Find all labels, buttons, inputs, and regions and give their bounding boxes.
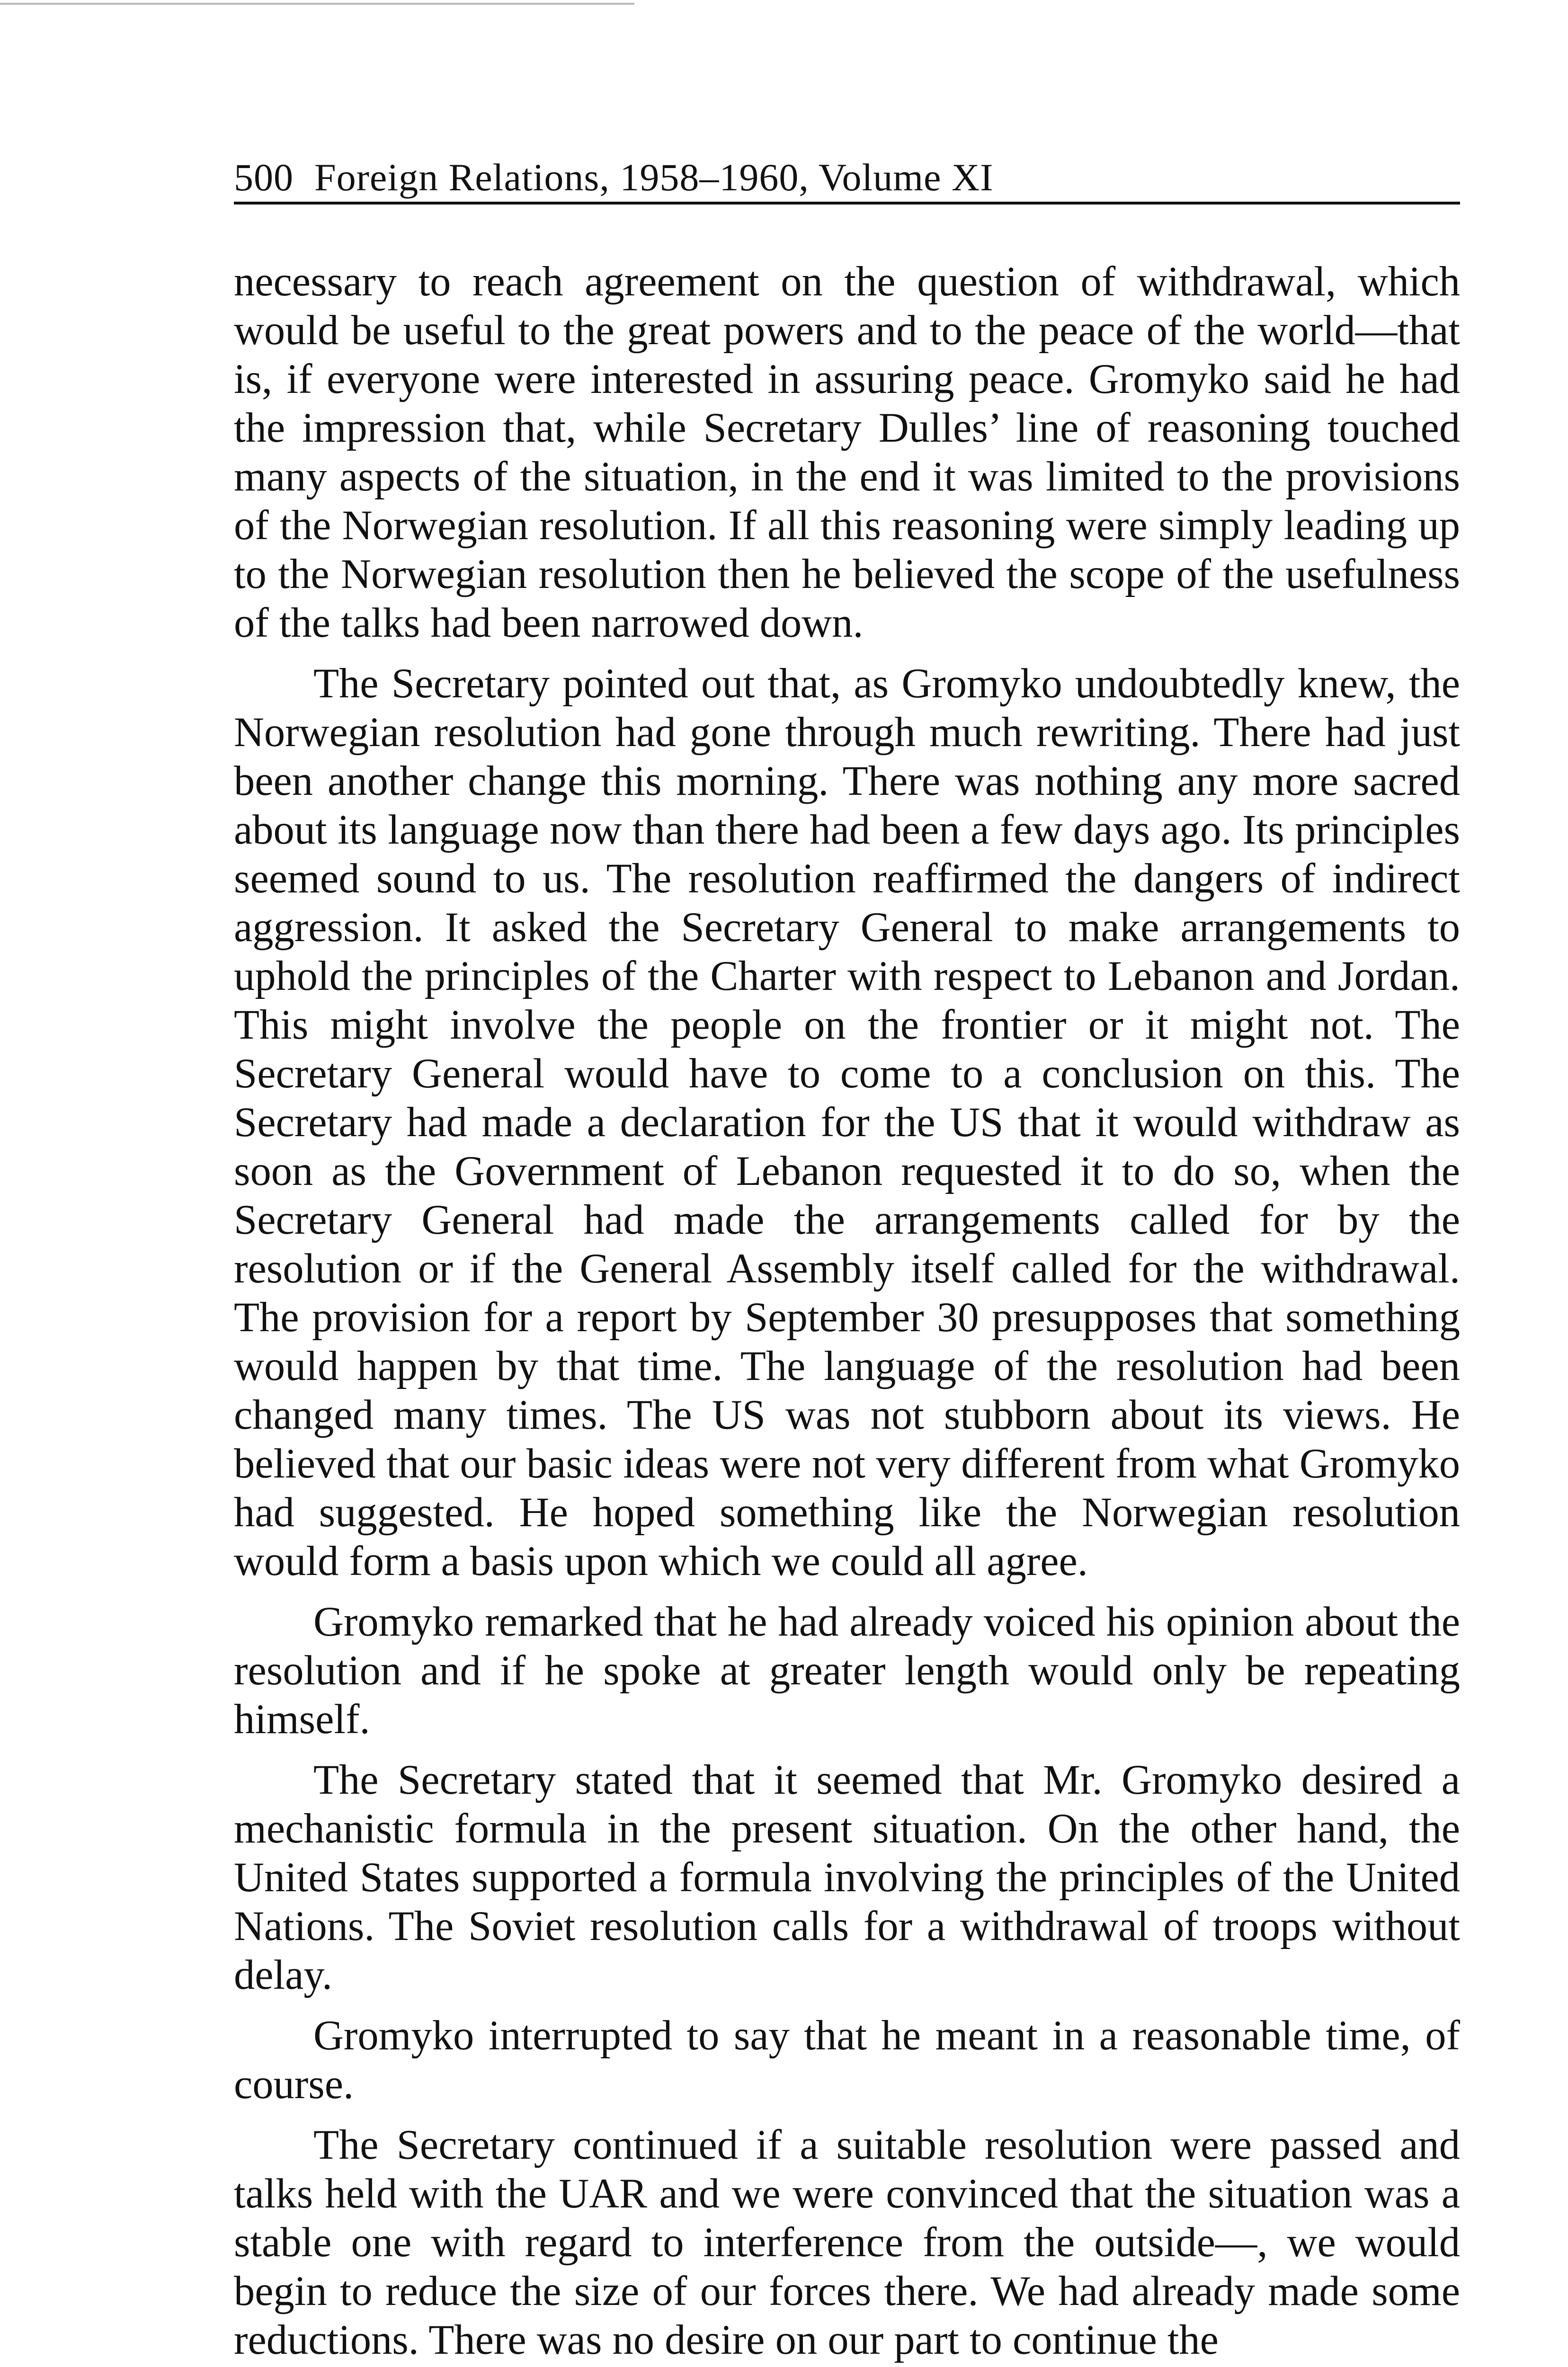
paragraph-continued: necessary to reach agreement on the question of withdrawal, which would be useful to the great powers and to the peace of the world—that is, if everyone were interested in assuring peace. Gromyko said he had the impression that, while Secretary Dulles’ line of reasoning touched many aspects of the situation, in the end it was limited to the provisions of the Norwegian resolution. If all this reasoning were simply leading up to the Norwegian resolution then he believed the scope of the usefulness of the talks had been narrowed down. [234,258,1460,646]
volume-title: Foreign Relations, 1958–1960, Volume XI [314,156,994,199]
paragraph: The Secretary pointed out that, as Gromyko undoubtedly knew, the Norwegian resolution had gone through much rewriting. There had just been another change this morning. There was nothing any more sacred about its language now than there had been a few days ago. Its principles seemed sound to us. The resolution reaffirmed the dangers of indirect aggression. It asked the Secretary General to make arrangements to uphold the principles of the Charter with respect to Lebanon and Jordan. This might involve the people on the frontier or it might not. The Secretary General would have to come to a conclusion on this. The Secretary had made a declaration for the US that it would withdraw as soon as the Government of Lebanon requested it to do so, when the Secretary General had made the arrangements called for by the resolution or if the General Assembly itself called for the withdrawal. The provision for a report by September 30 presupposes that something would happen by that time. The language of the resolution had been changed many times. The US was not stubborn about its views. He believed that our basic ideas were not very different from what Gromyko had suggested. He hoped something like the Norwegian resolution would form a basis upon which we could all agree. [234,660,1460,1584]
page-number: 500 [234,156,294,199]
paragraph: Gromyko interrupted to say that he meant in a reasonable time, of course. [234,2012,1460,2108]
scan-top-rule [0,3,634,5]
paragraph: The Secretary stated that it seemed that Mr. Gromyko desired a mechanistic formula in the present situation. On the other hand, the United States supported a formula involving the principles of the United Nations. The Soviet resolution calls for a withdrawal of troops without delay. [234,1757,1460,1998]
paragraph: The Secretary continued if a suitable resolution were passed and talks held with the UAR and we were convinced that the situation was a stable one with regard to interference from the outside—, we would begin to reduce the size of our forces there. We had already made some reductions. There was no desire on our part to continue the [234,2122,1460,2363]
running-head [234,151,1460,205]
text-body [234,258,1460,2367]
paragraph: Gromyko remarked that he had already voiced his opinion about the resolution and if he spoke at greater length would only be repeating himself. [234,1599,1460,1743]
